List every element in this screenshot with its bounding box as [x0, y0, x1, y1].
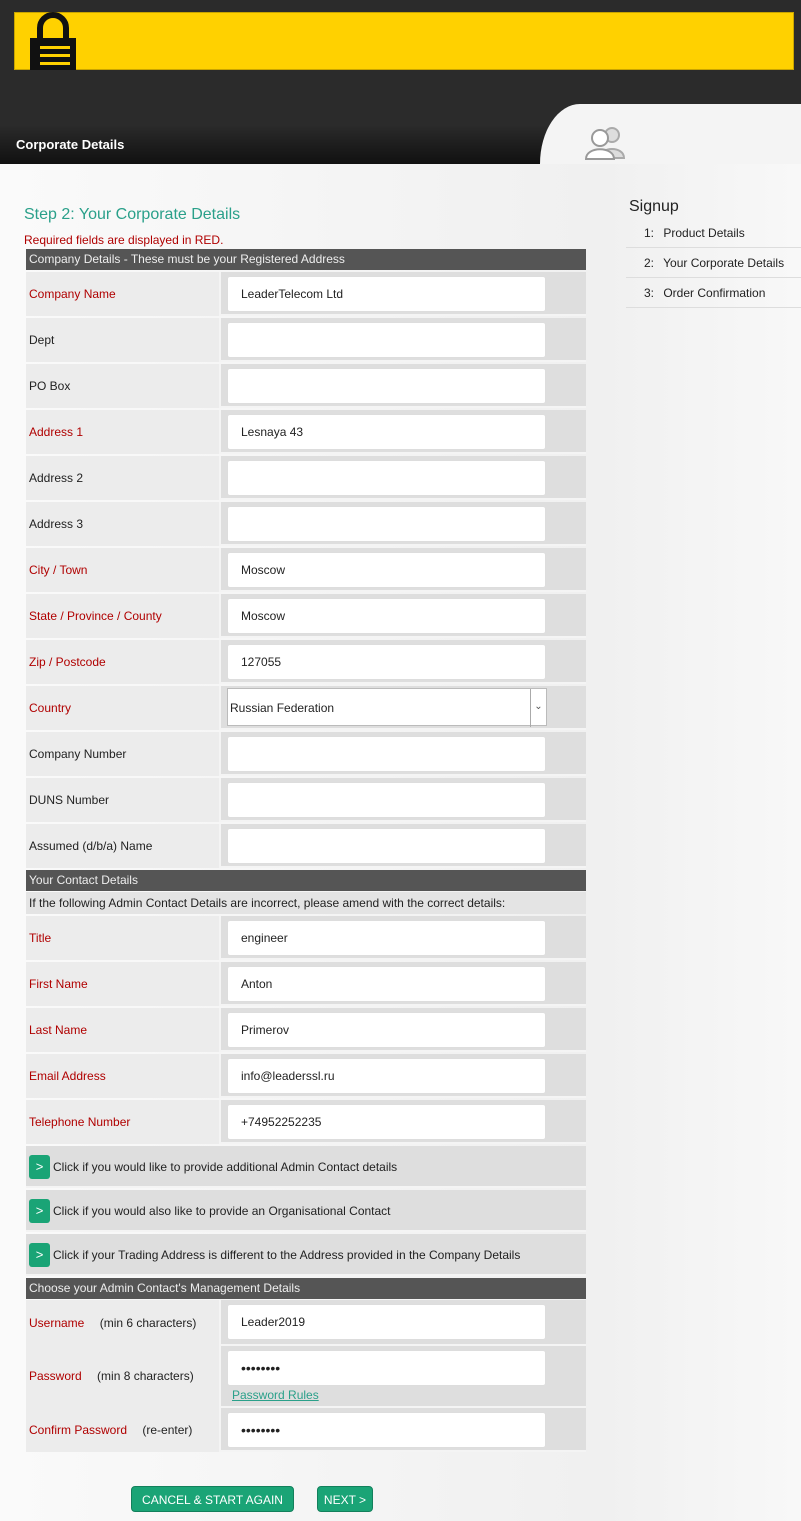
form-row-dept — [26, 318, 586, 362]
expand-arrow-button[interactable]: > — [29, 1155, 50, 1179]
duns-input[interactable] — [227, 782, 546, 818]
confirm-label-cell — [26, 1408, 221, 1452]
company-section-heading: Company Details - These must be your Registered Address — [26, 249, 586, 270]
field-label: City / Town — [26, 548, 221, 592]
expander-text: Click if you would also like to provide an Organisational Contact — [53, 1204, 391, 1218]
form-row-po-box — [26, 364, 586, 408]
expand-arrow-button[interactable]: > — [29, 1243, 50, 1267]
telephone-input[interactable] — [227, 1104, 546, 1140]
field-label: Assumed (d/b/a) Name — [26, 824, 221, 868]
address-3-input[interactable] — [227, 506, 546, 542]
brand-banner — [14, 12, 794, 70]
company-name-input[interactable] — [227, 276, 546, 312]
sidebar-item-corporate-details[interactable] — [626, 248, 801, 278]
sidebar-item-label: Your Corporate Details — [663, 256, 785, 270]
next-button[interactable]: NEXT > — [317, 1486, 373, 1512]
sidebar-item-order-confirmation[interactable] — [626, 278, 801, 308]
assumed-name-input[interactable] — [227, 828, 546, 864]
confirm-password-input[interactable] — [227, 1412, 546, 1448]
form-row-address-2 — [26, 456, 586, 500]
username-label-cell — [26, 1300, 221, 1346]
country-selected-value: Russian Federation — [230, 701, 335, 715]
field-label: Company Number — [26, 732, 221, 776]
expander-admin-contact[interactable] — [26, 1146, 586, 1188]
expander-organisational-contact[interactable] — [26, 1190, 586, 1232]
form-row-state — [26, 594, 586, 638]
sidebar-item-label: Product Details — [663, 226, 745, 240]
management-section-heading: Choose your Admin Contact's Management Details — [26, 1278, 586, 1299]
sidebar-item-number: 1: — [644, 226, 655, 240]
field-label: Address 2 — [26, 456, 221, 500]
form-row-email — [26, 1054, 586, 1098]
sidebar-item-label: Order Confirmation — [663, 286, 766, 300]
form-row-assumed-name — [26, 824, 586, 868]
field-label: First Name — [26, 962, 221, 1006]
address-2-input[interactable] — [227, 460, 546, 496]
step-title: Step 2: Your Corporate Details — [24, 206, 241, 223]
sidebar-item-product-details[interactable] — [626, 218, 801, 248]
sidebar-title: Signup — [629, 198, 679, 215]
field-label: Last Name — [26, 1008, 221, 1052]
email-input[interactable] — [227, 1058, 546, 1094]
field-hint: (re-enter) — [142, 1423, 193, 1437]
sidebar-item-number: 2: — [644, 256, 655, 270]
field-label: DUNS Number — [26, 778, 221, 822]
title-input[interactable] — [227, 920, 546, 956]
expand-arrow-button[interactable]: > — [29, 1199, 50, 1223]
form-row-confirm-password — [26, 1408, 586, 1452]
state-input[interactable] — [227, 598, 546, 634]
field-label: Company Name — [26, 272, 221, 316]
cancel-button[interactable]: CANCEL & START AGAIN — [131, 1486, 294, 1512]
form-row-first-name — [26, 962, 586, 1006]
required-note: Required fields are displayed in RED. — [24, 233, 224, 247]
sidebar-item-number: 3: — [644, 286, 655, 300]
expander-text: Click if you would like to provide additional Admin Contact details — [53, 1160, 398, 1174]
country-select[interactable] — [227, 688, 547, 726]
dept-input[interactable] — [227, 322, 546, 358]
field-label: Password — [29, 1369, 82, 1383]
field-label: Zip / Postcode — [26, 640, 221, 684]
page-title: Corporate Details — [16, 137, 125, 152]
form-row-address-3 — [26, 502, 586, 546]
username-input[interactable] — [227, 1304, 546, 1340]
field-label: Telephone Number — [26, 1100, 221, 1144]
form-row-username — [26, 1300, 586, 1346]
expander-trading-address[interactable] — [26, 1234, 586, 1276]
form-row-last-name — [26, 1008, 586, 1052]
zip-input[interactable] — [227, 644, 546, 680]
field-label: Confirm Password — [29, 1423, 128, 1437]
password-label-cell — [26, 1346, 221, 1408]
expander-text: Click if your Trading Address is different to the Address provided in the Company Details — [53, 1248, 521, 1262]
city-input[interactable] — [227, 552, 546, 588]
field-label: Address 1 — [26, 410, 221, 454]
field-label: Username — [29, 1316, 85, 1330]
form-row-country — [26, 686, 586, 730]
form-row-company-name — [26, 272, 586, 316]
contact-section-heading: Your Contact Details — [26, 870, 586, 891]
address-1-input[interactable] — [227, 414, 546, 450]
last-name-input[interactable] — [227, 1012, 546, 1048]
chevron-down-icon[interactable]: ⌄ — [530, 689, 546, 727]
company-number-input[interactable] — [227, 736, 546, 772]
field-label: Dept — [26, 318, 221, 362]
contact-info-text: If the following Admin Contact Details are incorrect, please amend with the correct details: — [26, 892, 586, 914]
form-row-company-number — [26, 732, 586, 776]
field-label: State / Province / County — [26, 594, 221, 638]
field-label: Title — [26, 916, 221, 960]
field-label: PO Box — [26, 364, 221, 408]
field-label: Email Address — [26, 1054, 221, 1098]
form-row-telephone — [26, 1100, 586, 1144]
form-row-address-1 — [26, 410, 586, 454]
header-tab — [540, 104, 801, 164]
form-row-city — [26, 548, 586, 592]
first-name-input[interactable] — [227, 966, 546, 1002]
password-input[interactable] — [227, 1350, 546, 1386]
form-row-title — [26, 916, 586, 960]
lock-icon — [28, 12, 78, 70]
form-row-duns — [26, 778, 586, 822]
users-icon — [584, 126, 628, 160]
password-rules-link[interactable]: Password Rules — [232, 1388, 319, 1402]
po-box-input[interactable] — [227, 368, 546, 404]
field-hint: (min 6 characters) — [99, 1316, 197, 1330]
field-label: Address 3 — [26, 502, 221, 546]
field-hint: (min 8 characters) — [97, 1369, 194, 1383]
form-row-zip — [26, 640, 586, 684]
field-label: Country — [26, 686, 221, 730]
